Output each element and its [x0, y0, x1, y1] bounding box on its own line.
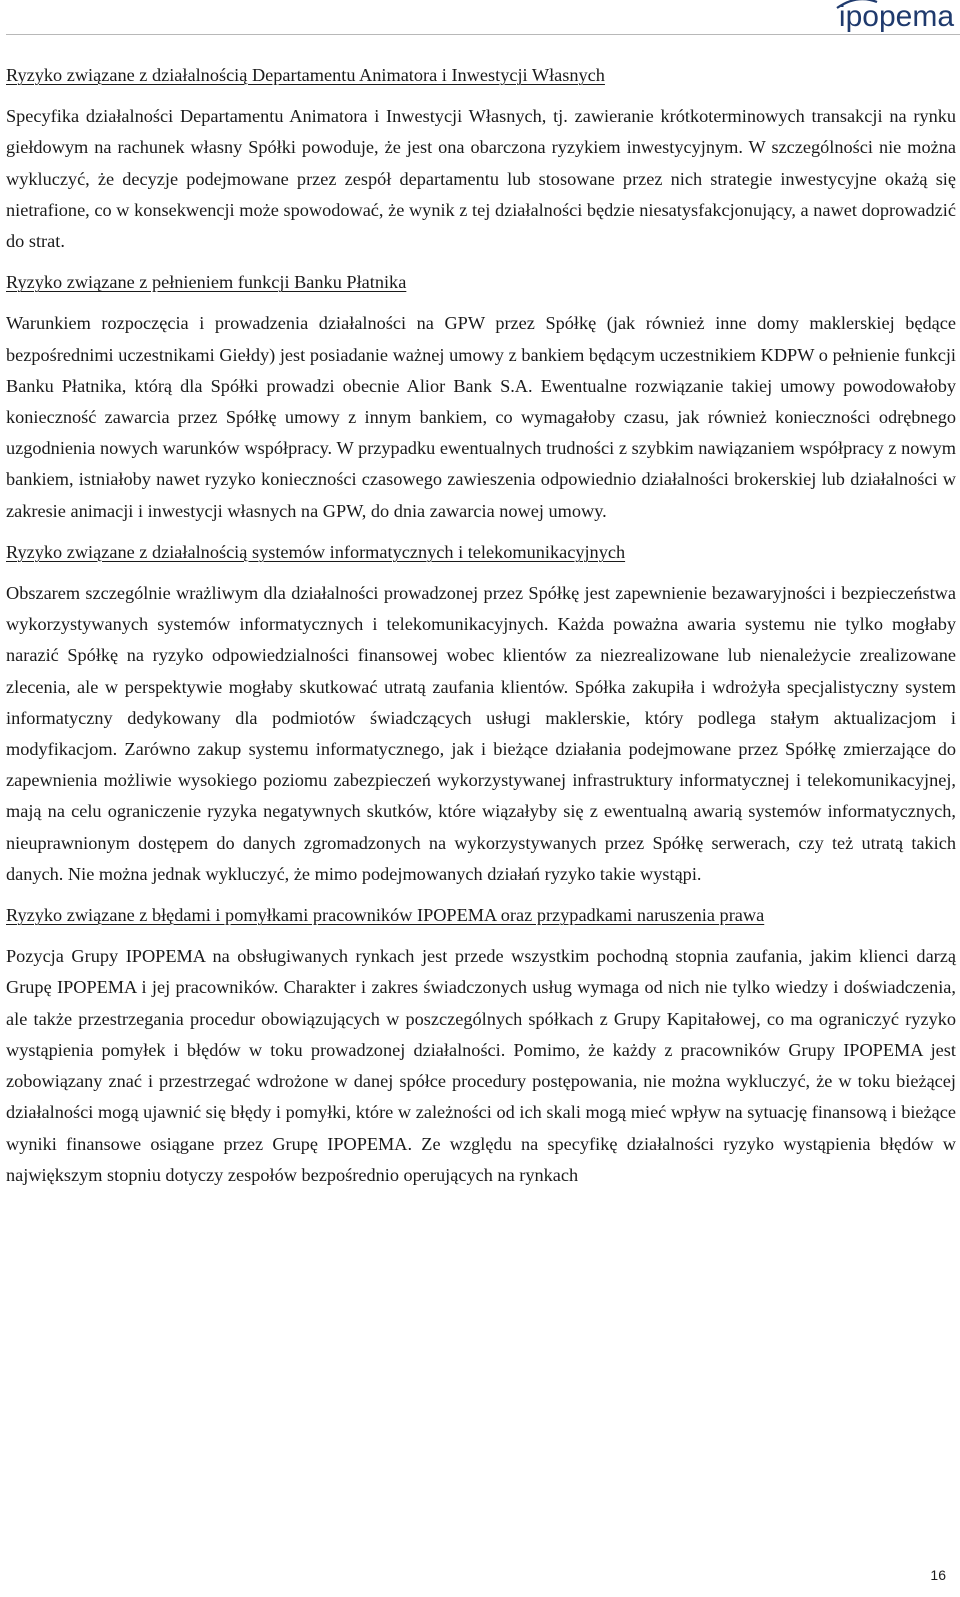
section-heading: Ryzyko związane z błędami i pomyłkami pracowników IPOPEMA oraz przypadkami naruszenia prawa — [6, 905, 765, 926]
logo-swoosh-icon — [835, 0, 879, 10]
section-animator-risk — [6, 60, 956, 257]
document-body — [6, 60, 956, 1201]
header-divider — [6, 34, 960, 35]
ipopema-logo — [839, 2, 954, 32]
section-heading: Ryzyko związane z działalnością systemów informatycznych i telekomunikacyjnych — [6, 541, 626, 562]
logo-text: ipopema — [838, 0, 954, 33]
page-header — [0, 0, 960, 40]
section-payment-bank-risk — [6, 267, 956, 527]
section-paragraph: Pozycja Grupy IPOPEMA na obsługiwanych rynkach jest przede wszystkim pochodną stopnia zaufania, jakim klienci darzą Grupę IPOPEMA i jej pracowników. Charakter i zakres świadczonych usług wymaga od nich nie tylko wiedzy i doświadczenia, ale także przestrzegania procedur obowiązujących w poszczególnych spółkach z Grupy Kapitałowej, co ma ograniczyć ryzyko wystąpienia pomyłek i błędów w toku prowadzonej działalności. Pomimo, że każdy z pracowników Grupy IPOPEMA jest zobowiązany znać i przestrzegać wdrożone w danej spółce procedury postępowania, nie można wykluczyć, że w toku bieżącej działalności mogą ujawnić się błędy i pomyłki, które w zależności od ich skali mogą mieć wpływ na sytuację finansową i bieżące wyniki finansowe osiągane przez Grupę IPOPEMA. Ze względu na specyfikę działalności ryzyko wystąpienia błędów w największym stopniu dotyczy zespołów bezpośrednio operujących na rynkach — [6, 946, 956, 1185]
section-heading: Ryzyko związane z pełnieniem funkcji Banku Płatnika — [6, 272, 407, 293]
section-paragraph: Warunkiem rozpoczęcia i prowadzenia działalności na GPW przez Spółkę (jak również inne domy maklerskiej będące bezpośrednimi uczestnikami Giełdy) jest posiadanie ważnej umowy z bankiem będącym uczestnikiem KDPW o pełnienie funkcji Banku Płatnika, którą dla Spółki prowadzi obecnie Alior Bank S.A. Ewentualne rozwiązanie takiej umowy powodowałoby konieczność zawarcia przez Spółkę umowy z innym bankiem, co wymagałoby czasu, jak również konieczności odrębnego uzgodnienia nowych warunków współpracy. W przypadku ewentualnych trudności z szybkim nawiązaniem współpracy z nowym bankiem, istniałoby nawet ryzyko konieczności czasowego zawieszenia odpowiednio działalności brokerskiej lub działalności w zakresie animacji i inwestycji własnych na GPW, do dnia zawarcia nowej umowy. — [6, 313, 956, 521]
section-paragraph: Specyfika działalności Departamentu Animatora i Inwestycji Własnych, tj. zawieranie krótkoterminowych transakcji na rynku giełdowym na rachunek własny Spółki powoduje, że jest ona obarczona ryzykiem inwestycyjnym. W szczególności nie można wykluczyć, że decyzje podejmowane przez zespół departamentu lub stosowane przez nich strategie inwestycyjne okażą się nietrafione, co w konsekwencji może spowodować, że wynik z tej działalności będzie niesatysfakcjonujący, a nawet doprowadzić do strat. — [6, 106, 956, 252]
section-employee-errors-risk — [6, 900, 956, 1191]
section-it-systems-risk — [6, 537, 956, 890]
logo-mark — [839, 2, 954, 32]
page-number: 16 — [930, 1567, 946, 1583]
section-paragraph: Obszarem szczególnie wrażliwym dla działalności prowadzonej przez Spółkę jest zapewnienie bezawaryjności i bezpieczeństwa wykorzystywanych systemów informatycznych i telekomunikacyjnych. Każda poważna awaria systemu nie tylko mogłaby narazić Spółkę na ryzyko odpowiedzialności finansowej wobec klientów za niezrealizowane lub nienależycie zrealizowane zlecenia, ale w perspektywie mogłaby skutkować utratą zaufania klientów. Spółka zakupiła i wdrożyła specjalistyczny system informatyczny dedykowany dla podmiotów świadczących usługi maklerskie, który podlega stałym aktualizacjom i modyfikacjom. Zarówno zakup systemu informatycznego, jak i bieżące działania podejmowane przez Spółkę zmierzające do zapewnienia możliwie wysokiego poziomu zabezpieczeń wykorzystywanej infrastruktury informatycznej i telekomunikacyjnej, mają na celu ograniczenie ryzyka negatywnych skutków, które wiązałyby się z ewentualną awarią systemów informatycznych, nieuprawnionym dostępem do danych zgromadzonych na wykorzystywanych przez Spółkę serwerach, czy też utratą takich danych. Nie można jednak wykluczyć, że mimo podejmowanych działań ryzyko takie wystąpi. — [6, 583, 956, 884]
section-heading: Ryzyko związane z działalnością Departamentu Animatora i Inwestycji Własnych — [6, 65, 605, 85]
